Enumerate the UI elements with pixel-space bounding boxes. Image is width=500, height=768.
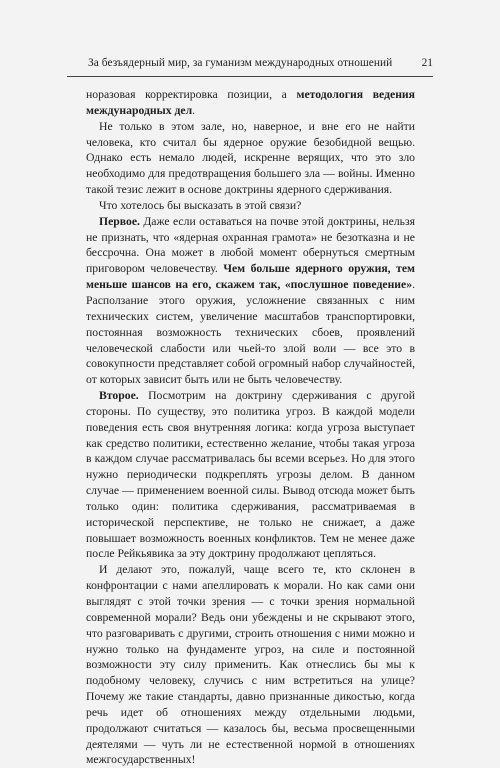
bold-run: Второе. xyxy=(99,389,139,403)
page-number: 21 xyxy=(421,57,433,69)
paragraph xyxy=(86,87,415,119)
body-text xyxy=(86,87,415,768)
paragraph xyxy=(86,198,415,214)
paragraph xyxy=(86,119,415,198)
bold-run: методология ведения международных дел xyxy=(86,88,415,117)
text-run: Что хотелось бы высказать в этой связи? xyxy=(99,198,302,212)
text-run: Не только в этом зале, но, наверное, и вне его не найти человека, кто считал бы ядерное оружие безобидной вещью. Однако есть немало людей, искренне верящих, что это зло необходимо для предотвращения большего зла — войны. Именно такой тезис лежит в основе доктрины ядерного сдерживания. xyxy=(86,119,415,197)
bold-run: Чем больше ядерного оружия, тем меньше шансов на его, скажем так, «послушное поведение» xyxy=(86,262,416,292)
bold-run: Первое. xyxy=(99,214,140,228)
paragraph xyxy=(86,562,415,768)
text-run: Посмотрим на доктрину сдерживания с другой стороны. По существу, это политика угроз. В каждой модели поведения есть своя внутренняя логика: когда угроза выступает как средство политики, естественно желание, чтобы такая угроза в каждом случае рассматривалась бы всеми всерьез. Но для этого нужно периодически подкреплять угрозы делом. В данном случае — применением военной силы. Вывод отсюда может быть только один: политика сдерживания, рассматриваемая в исторической перспективе, не только не снижает, а даже повышает возможность военных конфликтов. Тем не менее даже после Рейкьявика за эту доктрину продолжают цепляться. xyxy=(86,389,415,561)
text-run: Даже если оставаться на почве этой доктрины, нельзя не признать, что «ядерная охранная грамота» не безотказна и не бессрочна. Она может в любой момент обернуться смертным приговором человечеству. xyxy=(86,214,415,276)
text-run: . xyxy=(192,103,196,117)
text-run: . Расползание этого оружия, усложнение связанных с ним технических систем, увеличение масштабов транспортировки, постоянная возможность технических сбоев, проявлений человеческой слабости или чьей-то злой воли — все это в совокупности представляет собой огромный набор случайностей, от которых зависит быть или не быть человечеству. xyxy=(86,278,415,387)
running-header xyxy=(67,52,433,77)
text-run: норазовая корректировка позиции, а xyxy=(86,88,297,101)
paragraph xyxy=(86,388,415,562)
text-run: И делают это, пожалуй, чаще всего те, кто склонен в конфронтации с нами апеллировать к морали. Но как сами они выглядят с этой точки зрения — с точки зрения нормальной современной морали? Ведь они убеждены и не скрывают этого, что разговаривать с другими, строить отношения с ними можно и нужно только на фундаменте угроз, на силе и постоянной возможности эту силу применить. Как отнеслись бы мы к подобному человеку, случись с ним встретиться на улице? Почему же такие стандарты, давно признанные дикостью, когда речь идет об отношениях между отдельными людьми, продолжают считаться — казалось бы, весьма просвещенными деятелями — чуть ли не естественной нормой в отношениях межгосударственных! xyxy=(86,563,415,767)
paragraph xyxy=(86,214,415,388)
running-title: За безъядерный мир, за гуманизм международных отношений xyxy=(88,57,393,69)
